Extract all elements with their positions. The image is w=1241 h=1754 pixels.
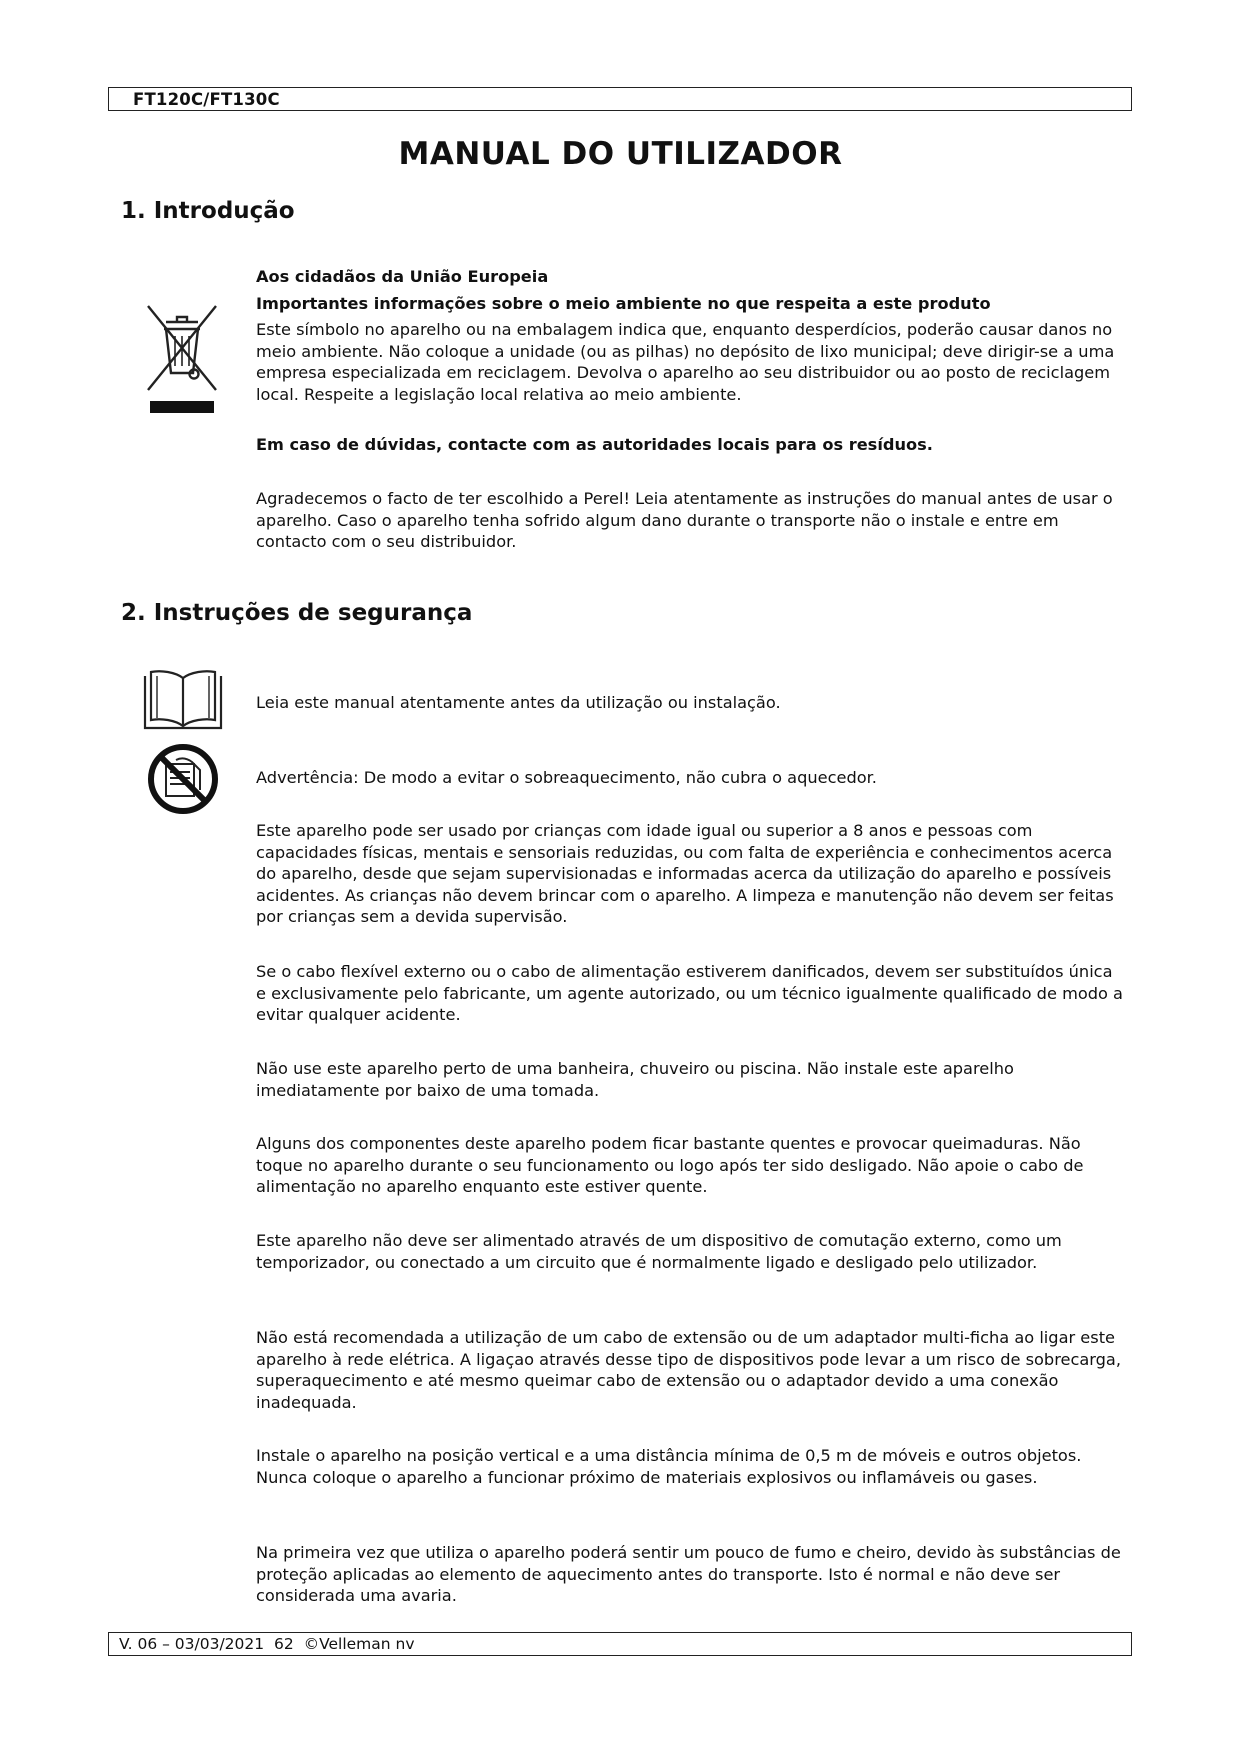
- weee-heading: Aos cidadãos da União Europeia: [256, 267, 549, 286]
- weee-body: Este símbolo no aparelho ou na embalagem indica que, enquanto desperdícios, poderão causar danos no meio ambiente. Não coloque a unidade (ou as pilhas) no depósito de lixo municipal; deve dirigir-se a uma empresa especializada em reciclagem. Devolva o aparelho ao seu distribuidor ou ao posto de reciclagem local. Respeite a legislação local relativa ao meio ambiente.: [256, 320, 1115, 404]
- safety-paragraph: Se o cabo flexível externo ou o cabo de alimentação estiverem danificados, devem ser substituídos única e exclusivamente pelo fabricante, um agente autorizado, ou um técnico igualmente qualificado de modo a evitar qualquer acidente.: [256, 962, 1123, 1025]
- footer-version: V. 06 – 03/03/2021: [119, 1635, 265, 1653]
- read-manual-icon: [143, 668, 223, 732]
- safety-paragraph: Alguns dos componentes deste aparelho podem ficar bastante quentes e provocar queimaduras. Não toque no aparelho durante o seu funcionamento ou logo após ter sido desligado. Não apoie o cabo de alimentação no aparelho enquanto este estiver quente.: [256, 1134, 1084, 1197]
- thanks-paragraph: Agradecemos o facto de ter escolhido a Perel! Leia atentamente as instruções do manual antes de usar o aparelho. Caso o aparelho tenha sofrido algum dano durante o transporte não o instale e entre em contacto com o seu distribuidor.: [256, 489, 1113, 552]
- footer-page-number: 62: [273, 1635, 294, 1653]
- do-not-cover-icon: [146, 742, 220, 816]
- safety-paragraph: Instale o aparelho na posição vertical e a uma distância mínima de 0,5 m de móveis e outros objetos. Nunca coloque o aparelho a funcionar próximo de materiais explosivos ou inflamáveis ou gases.: [256, 1446, 1082, 1487]
- header-box: [108, 87, 1132, 111]
- page-title: MANUAL DO UTILIZADOR: [398, 136, 843, 172]
- footer-box: [108, 1632, 1132, 1656]
- section-2-heading: 2. Instruções de segurança: [121, 600, 473, 626]
- weee-note: Em caso de dúvidas, contacte com as autoridades locais para os resíduos.: [256, 435, 933, 454]
- section-1-heading: 1. Introdução: [121, 198, 295, 224]
- do-not-cover-text: Advertência: De modo a evitar o sobreaquecimento, não cubra o aquecedor.: [256, 768, 877, 787]
- safety-paragraph: Na primeira vez que utiliza o aparelho poderá sentir um pouco de fumo e cheiro, devido às substâncias de proteção aplicadas ao elemento de aquecimento antes do transporte. Isto é normal e não deve ser considerada uma avaria.: [256, 1543, 1121, 1606]
- weee-subheading: Importantes informações sobre o meio ambiente no que respeita a este produto: [256, 294, 991, 313]
- safety-paragraph: Não está recomendada a utilização de um cabo de extensão ou de um adaptador multi-ficha ao ligar este aparelho à rede elétrica. A ligaçao através desse tipo de dispositivos pode levar a um risco de sobrecarga, superaquecimento e até mesmo queimar cabo de extensão ou o adaptador devido a uma conexão inadequada.: [256, 1328, 1121, 1412]
- footer-text: [119, 1635, 415, 1653]
- safety-paragraph: Não use este aparelho perto de uma banheira, chuveiro ou piscina. Não instale este aparelho imediatamente por baixo de uma tomada.: [256, 1059, 1014, 1100]
- safety-paragraph: Este aparelho pode ser usado por crianças com idade igual ou superior a 8 anos e pessoas com capacidades físicas, mentais e sensoriais reduzidas, ou com falta de experiência e conhecimentos acerca do aparelho, desde que sejam supervisionadas e informadas acerca da utilização do aparelho e possíveis acidentes. As crianças não devem brincar com o aparelho. A limpeza e manutenção não devem ser feitas por crianças sem a devida supervisão.: [256, 821, 1114, 927]
- footer-copyright: ©Velleman nv: [303, 1635, 415, 1653]
- model-label: FT120C/FT130C: [133, 90, 280, 109]
- read-manual-text: Leia este manual atentamente antes da utilização ou instalação.: [256, 693, 781, 712]
- weee-bin-icon: [140, 300, 224, 416]
- safety-paragraph: Este aparelho não deve ser alimentado através de um dispositivo de comutação externo, como um temporizador, ou conectado a um circuito que é normalmente ligado e desligado pelo utilizador.: [256, 1231, 1062, 1272]
